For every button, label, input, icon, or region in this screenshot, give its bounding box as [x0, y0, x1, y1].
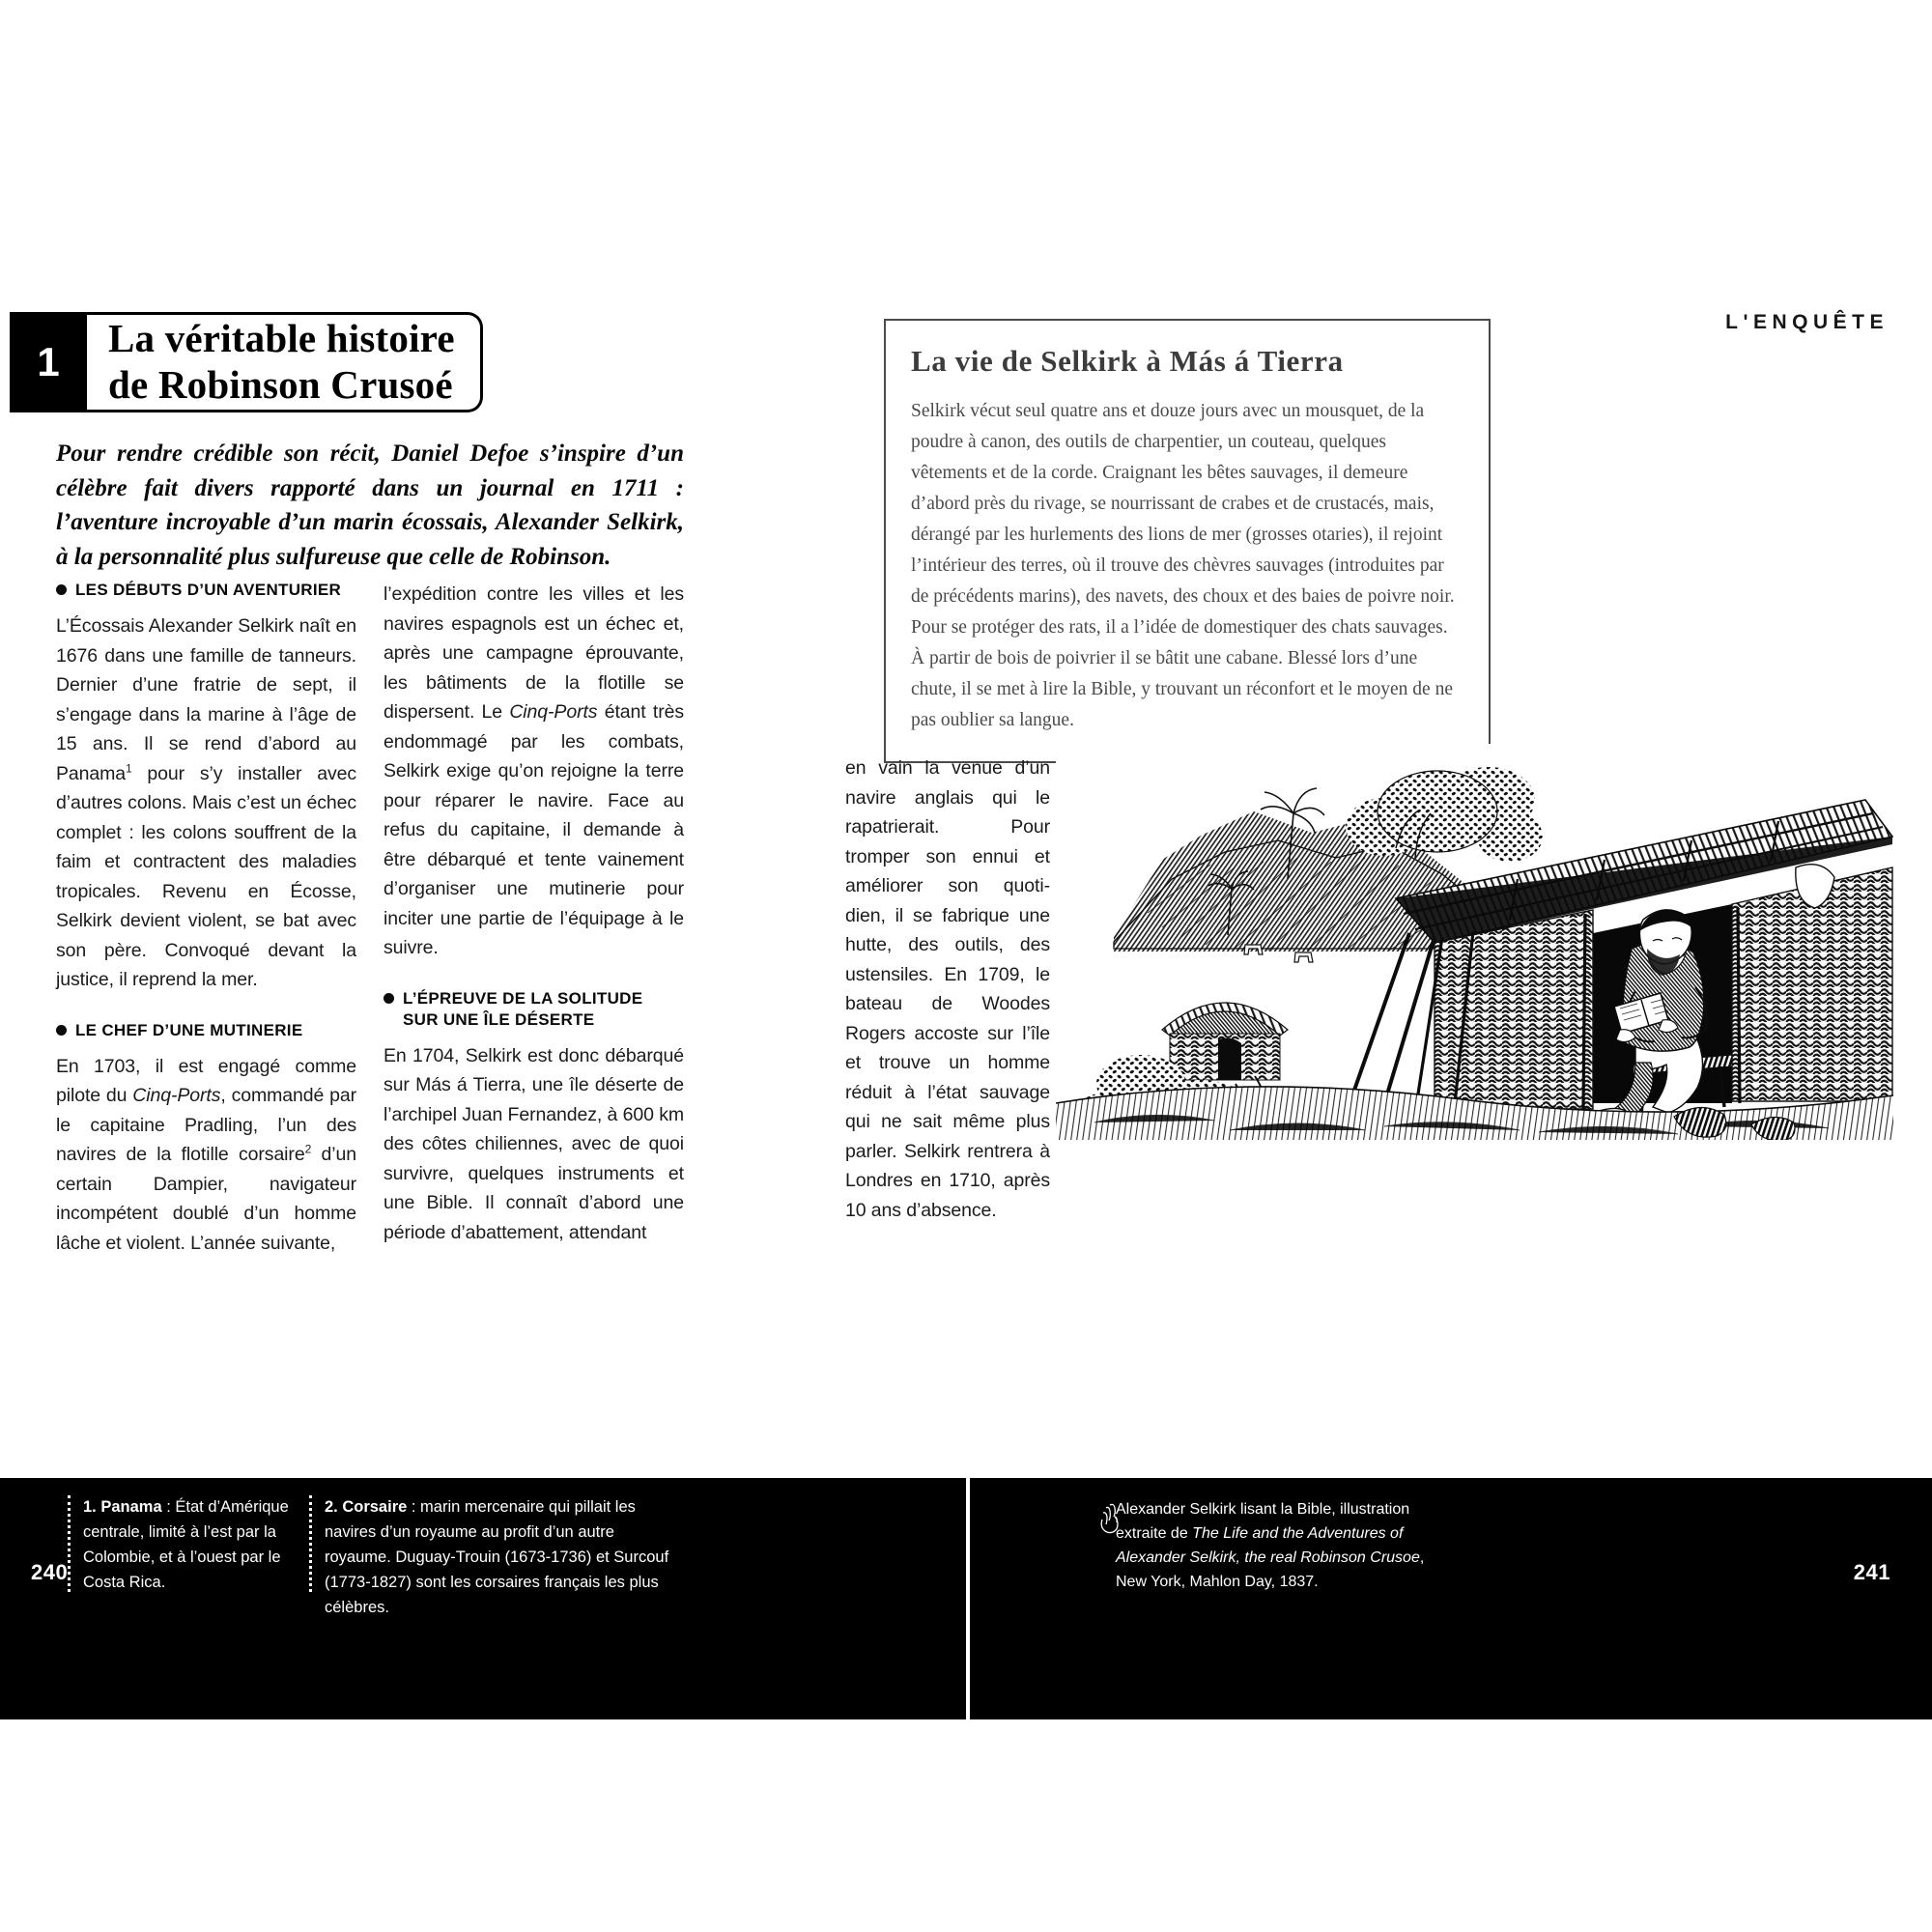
chapter-title-box	[87, 312, 483, 412]
paragraph-ile-deserte: En 1704, Selkirk est donc débarqué sur Más á Tierra, une île déserte de l’archipel Juan Fernandez, à 600 km des côtes chiliennes, avec de quoi survivre, quelques instruments et une Bible. Il connaît d’abord une période d’abattement, attendant	[384, 1044, 684, 1243]
footer-center-gutter	[966, 1478, 970, 1719]
footnote-2-definition: : marin mercenaire qui pillait les navires d’un royaume au profit d’un autre royaume. Duguay-Trouin (1673-1736) et Surcouf (1773-1827) sont les corsaires français les plus célèbres.	[325, 1498, 669, 1616]
engraving-svg	[1056, 744, 1893, 1140]
left-page-columns	[56, 580, 684, 1254]
standfirst-intro: Pour rendre crédible son récit, Daniel Defoe s’inspire d’un célèbre fait divers rapporté dans un journal en 1711 : l’aventure incroyable d’un marin écossais, Alexander Selkirk, à la personnalité plus sulfureuse que celle de Robinson.	[56, 440, 684, 570]
para-3-b: étant très endommagé par les combats, Selkirk exige qu’on rejoigne la terre pour réparer le navire. Face au refus du capitaine, il demande à être débarqué et tente vainement d’organiser une mutinerie pour inciter une partie de l’équipage à le suivre.	[384, 701, 684, 958]
bullet-icon	[56, 1025, 67, 1036]
illustration-credit	[1116, 1497, 1435, 1594]
footnote-panama	[83, 1494, 291, 1595]
footnote-ref-2[interactable]: 2	[304, 1142, 312, 1156]
para-1-a: L’Écossais Alexander Selkirk naît en 1676 dans une famille de tanneurs. Dernier d’une fratrie de sept, il s’engage dans la marine à l’âge de 15 ans. Il se rend d’abord au Panama	[56, 615, 356, 784]
page-number-right: 241	[1853, 1560, 1890, 1584]
footnote-2-term: 2. Corsaire	[325, 1498, 408, 1516]
chapter-number-badge: 1	[10, 312, 87, 412]
paragraph-expedition	[384, 580, 684, 963]
para-3-italic-title: Cinq-Ports	[509, 701, 598, 723]
credit-line-1: Alexander Selkirk lisant la Bible, illustration extraite	[1116, 1501, 1410, 1542]
illustration-selkirk-reading-bible	[1056, 744, 1893, 1140]
page-title-line-2: de Robinson Crusoé	[108, 361, 453, 407]
paragraph-mutinerie	[56, 1052, 356, 1259]
footnote-1-definition: : État d’Amérique centrale, limité à l’est par la Colombie, et à l’ouest par le Costa Rica.	[83, 1498, 289, 1591]
factbox-body: Selkirk vécut seul quatre ans et douze jours avec un mousquet, de la poudre à canon, des outils de charpentier, un couteau, quelques vêtements et de la corde. Craignant les bêtes sauvages, il demeure d’abord près du rivage, se nourrissant de crabes et de crustacés, mais, dérangé par les hurlements des lions de mer (grosses otaries), il rejoint l’intérieur des terres, où il trouve des chèvres sauvages (introduites par de précédents marins), des navets, des choux et des baies de poivre noir. Pour se protéger des rats, il a l’idée de domestiquer des chats sauvages. À partir de bois de poivrier il se bâtit une cabane. Blessé lors d’une chute, il se met à lire la Bible, y trouvant un réconfort et le moyen de ne pas oublier sa langue.	[911, 401, 1455, 730]
credit-line-3-plain: , New York, Mahlon Day, 1837.	[1116, 1549, 1425, 1590]
factbox-title: La vie de Selkirk à Más á Tierra	[911, 344, 1344, 378]
credit-line-2-italic: The Life and the Adventures of Alexander Selkirk,	[1116, 1525, 1404, 1566]
subhead-le-chef: LE CHEF D’UNE MUTINERIE	[56, 1020, 356, 1041]
factbox-selkirk-life	[884, 319, 1491, 763]
bullet-icon	[384, 993, 394, 1004]
para-1-b: pour s’y installer avec d’autres colons. Mais c’est un échec complet : les colons souffrent de la faim et contractent des maladies tropicales. Revenu en Écosse, Selkirk devient violent, se bat avec son père. Convoqué devant la justice, il reprend la mer.	[56, 762, 356, 990]
para-3-a: l’expédition contre les villes et les navires espagnols est un échec et, après une campagne éprouvante, les bâtiments de la flotille se dispersent. Le	[384, 583, 684, 723]
chapter-title-block	[10, 312, 483, 412]
paragraph-debuts	[56, 611, 356, 995]
para-2-b: , commandé par le capitaine Pradling, l’un des navires de la flotille corsaire	[56, 1085, 356, 1165]
subhead-3-line-1: L’ÉPREUVE DE LA SOLITUDE	[403, 988, 643, 1008]
left-column-1	[56, 580, 356, 1254]
right-page-column: en vain la venue d’un navire anglais qui le rapatrierait. Pour tromper son ennui et améliorer son quoti-dien, il se fabrique une hutte, des outils, des ustensiles. En 1709, le bateau de Woodes Rogers accoste sur l’île et trouve un homme réduit à l’état sauvage qui ne sait même plus parler. Selkirk rentrera à Londres en 1710, après 10 ans d’absence.	[845, 757, 1050, 1221]
left-column-2	[384, 580, 684, 1243]
subhead-les-debuts: LES DÉBUTS D’UN AVENTURIER	[56, 580, 356, 601]
page-number-left: 240	[31, 1560, 69, 1584]
para-2-a: En 1703, il est engagé comme pilote du	[56, 1055, 356, 1106]
footnote-ref-1[interactable]: 1	[126, 761, 132, 775]
footnote-1-term: 1. Panama	[83, 1498, 162, 1516]
para-2-c: d’un certain Dampier, navigateur incompétent doublé d’un homme lâche et violent. L’année suivante,	[56, 1144, 356, 1254]
footnote-divider-1	[68, 1495, 71, 1592]
subhead-3-line-2: SUR UNE ÎLE DÉSERTE	[403, 1009, 595, 1029]
running-head: L'ENQUÊTE	[1725, 311, 1889, 333]
page-title-line-1: La véritable histoire	[108, 315, 455, 360]
credit-line-2-plain: de	[1170, 1525, 1193, 1542]
footnote-corsaire	[325, 1494, 682, 1620]
subhead-epreuve-solitude	[384, 988, 684, 1031]
credit-line-3-italic: the real Robinson Crusoe	[1244, 1549, 1420, 1566]
footnote-divider-2	[309, 1495, 312, 1592]
bullet-icon	[56, 584, 67, 595]
para-2-italic-title: Cinq-Ports	[132, 1085, 221, 1106]
